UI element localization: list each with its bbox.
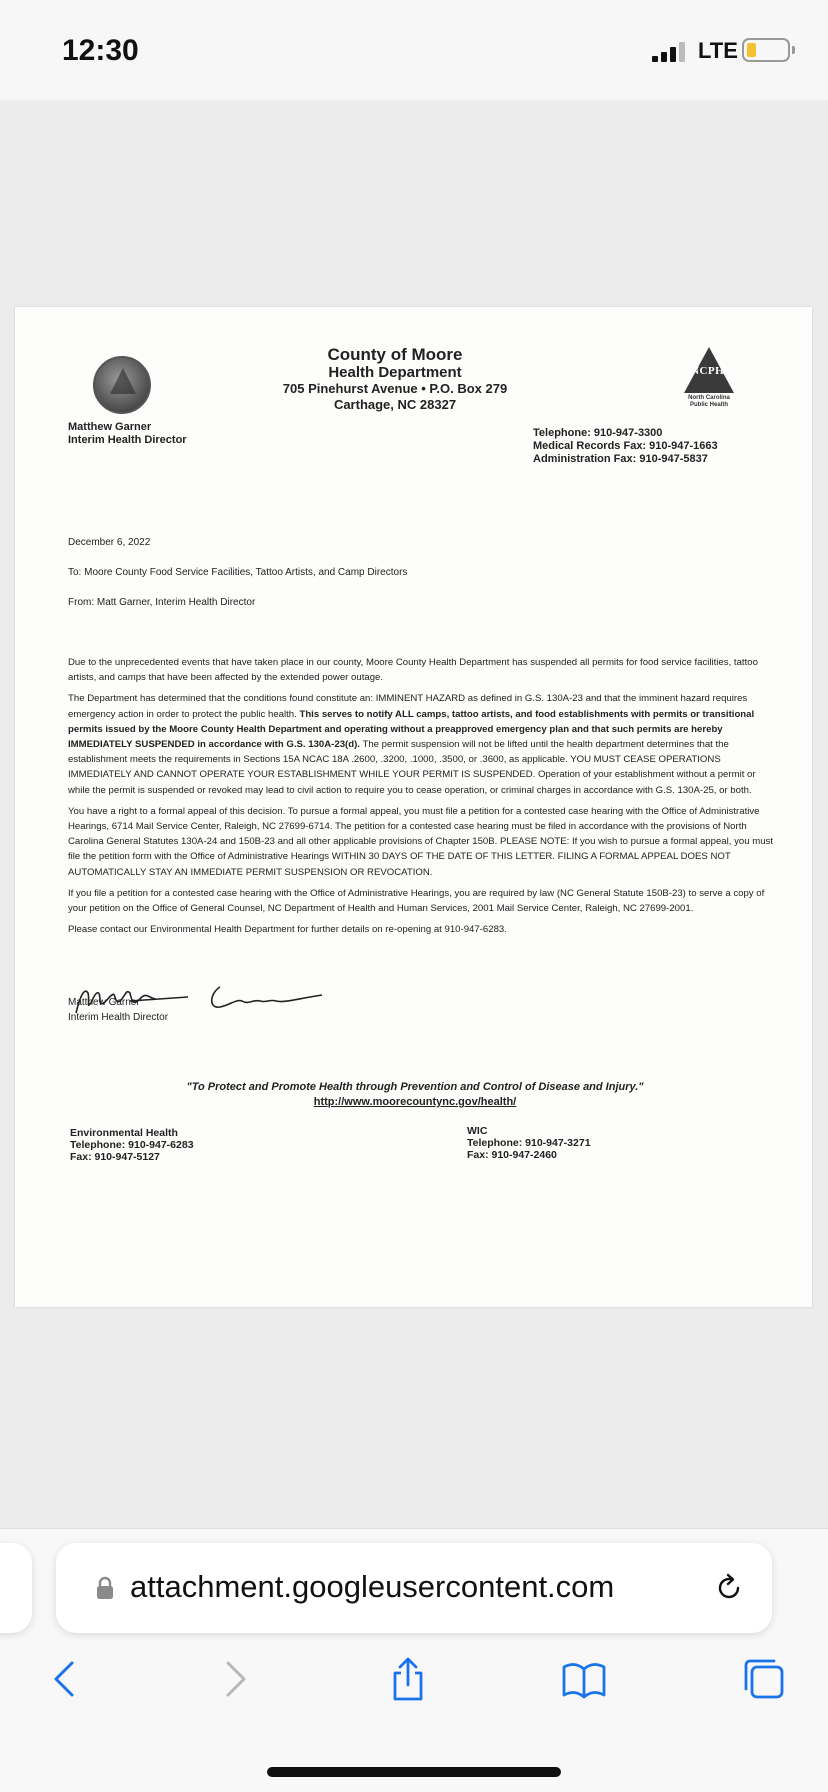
battery-tip: [792, 46, 795, 54]
wic-fax: Fax: 910-947-2460: [467, 1149, 557, 1161]
lock-icon: [96, 1576, 114, 1600]
signer-block: [68, 995, 168, 1025]
main-phone: Telephone: 910-947-3300: [533, 427, 663, 439]
director-name: Matthew Garner: [68, 421, 152, 433]
signer-title: Interim Health Director: [68, 1012, 169, 1023]
wic-block: [467, 1125, 591, 1161]
paragraph-3: You have a right to a formal appeal of this decision. To pursue a formal appeal, you must file a petition for a contested case hearing with the Office of Administrative Hearings, 6714 Mail Service Center, Raleigh, NC 27699-6714. The petition for a contested case hearing must be filed in accordance with the provisions of North Carolina General Statutes 130A-24 and 150B-23 and all other applicable provisions of Chapter 150B. PLEASE NOTE: If you wish to pursue a formal appeal, you must file the petition form with the Office of Administrative Hearings WITHIN 30 DAYS OF THE DATE OF THIS LETTER. FILING A FORMAL APPEAL DOES NOT AUTOMATICALLY STAY AN IMMEDIATE PERMIT SUSPENSION OR REVOCATION.: [68, 805, 774, 878]
env-fax: Fax: 910-947-5127: [70, 1151, 160, 1163]
back-icon[interactable]: [42, 1655, 90, 1703]
url-text[interactable]: attachment.googleusercontent.com: [130, 1569, 615, 1604]
paragraph-1: Due to the unprecedented events that have taken place in our county, Moore County Health Department has suspended all permits for food service facilities, tattoo artists, and camps that have been affected by the extended power outage.: [68, 657, 758, 684]
letter-to: To: Moore County Food Service Facilities, Tattoo Artists, and Camp Directors: [68, 567, 408, 578]
letter-body: [68, 655, 773, 943]
wic-title: WIC: [467, 1125, 488, 1137]
env-title: Environmental Health: [70, 1127, 178, 1139]
letter-from: From: Matt Garner, Interim Health Director: [68, 597, 256, 608]
admin-fax: Administration Fax: 910-947-5837: [533, 453, 708, 465]
forward-icon[interactable]: [210, 1655, 258, 1703]
tabs-icon[interactable]: [740, 1655, 788, 1703]
battery-icon: [742, 38, 790, 62]
address-line-2: Carthage, NC 28327: [333, 397, 457, 412]
page-content[interactable]: [0, 100, 828, 1528]
signer-name: Matthew Garner: [68, 997, 140, 1008]
bookmarks-icon[interactable]: [560, 1655, 608, 1703]
director-block: [68, 421, 187, 447]
status-bar: [0, 0, 828, 100]
letterhead-center: [195, 345, 595, 413]
dept-name: Health Department: [328, 364, 462, 381]
clock: 12:30: [62, 34, 139, 67]
env-health-block: [70, 1127, 194, 1163]
org-name: County of Moore: [327, 345, 463, 364]
browser-toolbar: [0, 1528, 828, 1792]
logo-text: NCPH: [691, 365, 725, 377]
share-icon[interactable]: [384, 1655, 432, 1703]
previous-tab-peek[interactable]: [0, 1543, 32, 1633]
nc-public-health-logo: [680, 347, 738, 408]
director-title: Interim Health Director: [68, 434, 187, 446]
letter-date: December 6, 2022: [68, 537, 151, 548]
home-indicator[interactable]: [267, 1767, 561, 1777]
paragraph-2: The Department has determined that the conditions found constitute an: IMMINENT HAZARD as defined in G.S. 130A-23 and that the imminent hazard requires emergency action in order to protect the public health. This serves to notify ALL camps, tattoo artists, and food establishments with permits or transitional permits issued by the Moore County Health Department and operating without a preapproved emergency plan and that such permits are hereby IMMEDIATELY SUSPENDED in accordance with G.S. 130A-23(d). The permit suspension will not be lifted until the health department determines that the establishment meets the requirements in Sections 15A NCAC 18A .2600, .3200, .1000, .3500, or .3600, as applicable. YOU MUST CEASE OPERATIONS IMMEDIATELY AND CANNOT OPERATE YOUR ESTABLISHMENT WHILE YOUR PERMIT IS SUSPENDED. Operation of your establishment without a permit or while the permit is suspended or revoked may lead to civil action to require you to cease operation, or criminal charges in accordance with G.S. 130A-25, or both.: [68, 693, 756, 796]
health-url-link[interactable]: http://www.moorecountync.gov/health/: [313, 1096, 517, 1108]
reload-icon[interactable]: [712, 1571, 746, 1605]
document-page: [15, 307, 812, 1307]
wic-phone: Telephone: 910-947-3271: [467, 1137, 591, 1149]
county-seal-icon: [93, 356, 151, 414]
paragraph-4: If you file a petition for a contested case hearing with the Office of Administrative Hearings, you are required by law (NC General Statute 150B-23) to serve a copy of your petition on the Office of General Counsel, NC Department of Health and Human Services, 2001 Mail Service Center, Raleigh, NC 27699-2001.: [68, 887, 765, 915]
address-bar[interactable]: [56, 1543, 772, 1633]
network-label: LTE: [698, 38, 738, 63]
signal-icon: [652, 40, 692, 62]
address-line-1: 705 Pinehurst Avenue • P.O. Box 279: [282, 381, 508, 396]
env-phone: Telephone: 910-947-6283: [70, 1139, 194, 1151]
motto: "To Protect and Promote Health through Prevention and Control of Disease and Injury.": [186, 1081, 644, 1093]
medical-fax: Medical Records Fax: 910-947-1663: [533, 440, 718, 452]
paragraph-5: Please contact our Environmental Health Department for further details on re-opening at 910-947-6283.: [68, 924, 507, 936]
contact-block: [533, 427, 718, 466]
logo-subtitle: North Carolina Public Health: [688, 395, 730, 408]
